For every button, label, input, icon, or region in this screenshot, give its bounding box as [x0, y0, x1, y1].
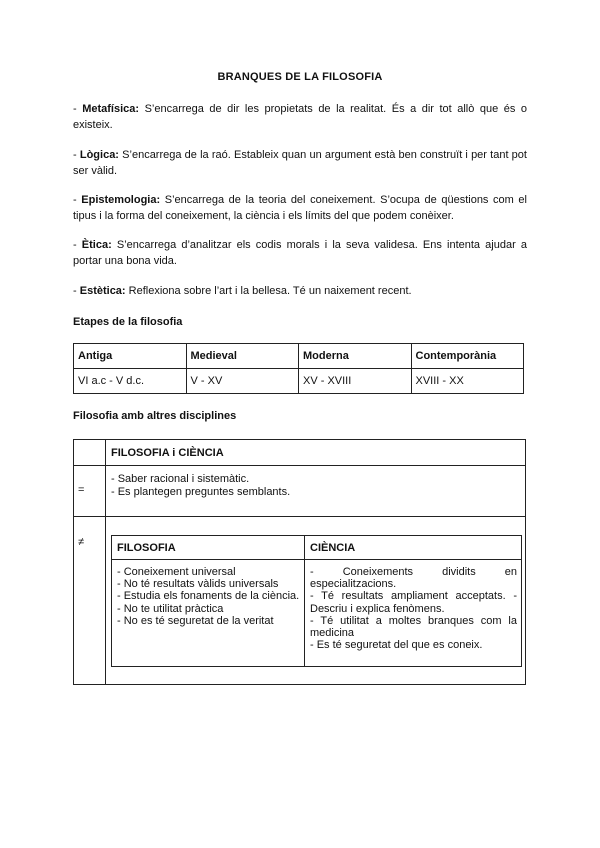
- list-item: - Es té seguretat del que es coneix.: [310, 639, 483, 652]
- branch-text: S’encarrega de la raó. Estableix quan un argument està ben construït i per tant pot ser vàlid.: [73, 149, 527, 177]
- disciplines-heading: Filosofia amb altres disciplines: [73, 410, 237, 422]
- column-divider: [304, 536, 305, 666]
- table-header-cell: Contemporània: [411, 344, 524, 369]
- table-cell: XV - XVIII: [299, 369, 412, 394]
- filosofia-header: FILOSOFIA: [117, 542, 176, 554]
- branch-text: Reflexiona sobre l’art i la bellesa. Té un naixement recent.: [128, 285, 412, 297]
- list-item: - Estudia els fonaments de la ciència.: [117, 590, 300, 603]
- differences-table: [111, 535, 522, 667]
- table-cell: VI a.c - V d.c.: [74, 369, 187, 394]
- table-header-cell: Antiga: [74, 344, 187, 369]
- branch-term: Ètica:: [81, 239, 112, 251]
- list-item: - No té resultats vàlids universals: [117, 578, 279, 591]
- table-header-cell: Moderna: [299, 344, 412, 369]
- branch-term: Lògica:: [79, 149, 119, 161]
- branch-estetica: - Estètica: Reflexiona sobre l’art i la bellesa. Té un naixement recent.: [73, 285, 412, 297]
- branch-text: S’encarrega d’analitzar els codis morals i la seva validesa. Ens intenta ajudar a portar una bona vida.: [73, 239, 527, 267]
- branch-text: S’encarrega de dir les propietats de la realitat. És a dir tot allò que és o existeix.: [73, 103, 527, 131]
- list-item: - Saber racional i sistemàtic.: [111, 473, 250, 485]
- list-item: - Coneixement universal: [117, 566, 236, 578]
- similarities-cell: [111, 473, 290, 499]
- branch-epistemologia: - Epistemologia: S’encarrega de la teoria del coneixement. S’ocupa de qüestions com el tipus i la forma del coneixement, la ciència i els límits del que podem conèixer.: [73, 194, 527, 222]
- disciplines-table: [73, 439, 526, 685]
- list-item: - No es té seguretat de la veritat: [117, 614, 274, 627]
- row-divider: [74, 516, 525, 517]
- list-item: - Té utilitat a moltes branques com la medicina: [310, 614, 517, 640]
- row-divider: [74, 465, 525, 466]
- branch-term: Epistemologia:: [81, 194, 161, 206]
- table-header-cell: Medieval: [186, 344, 299, 369]
- column-divider: [105, 440, 106, 684]
- filosofia-list: [117, 566, 300, 627]
- table-cell: XVIII - XX: [411, 369, 524, 394]
- list-item: - Es plantegen preguntes semblants.: [111, 486, 291, 498]
- branch-term: Estètica:: [79, 285, 126, 297]
- etapes-table: [73, 343, 524, 394]
- document-title: BRANQUES DE LA FILOSOFIA: [217, 71, 383, 83]
- branch-metafisica: - Metafísica: S’encarrega de dir les propietats de la realitat. És a dir tot allò que és o existeix.: [73, 103, 527, 131]
- ciencia-header: CIÈNCIA: [310, 542, 356, 554]
- equal-symbol: =: [78, 484, 85, 496]
- not-equal-symbol: ≠: [78, 536, 85, 548]
- branch-etica: - Ètica: S’encarrega d’analitzar els codis morals i la seva validesa. Ens intenta ajudar a portar una bona vida.: [73, 239, 527, 267]
- etapes-heading: Etapes de la filosofia: [73, 316, 183, 328]
- table-header-row: [74, 344, 524, 369]
- branch-text: S’encarrega de la teoria del coneixement. S’ocupa de qüestions com el tipus i la forma del coneixement, la ciència i els límits del que podem conèixer.: [73, 194, 527, 222]
- ciencia-list: [310, 566, 517, 651]
- table-row: [74, 369, 524, 394]
- list-item: - No te utilitat pràctica: [117, 602, 224, 615]
- list-item: - Coneixements dividits en especialitzacions.: [310, 566, 517, 591]
- disciplines-table-title: FILOSOFIA i CIÈNCIA: [111, 447, 224, 459]
- branch-term: Metafísica:: [82, 103, 140, 115]
- table-cell: V - XV: [186, 369, 299, 394]
- row-divider: [112, 559, 521, 560]
- list-item: - Té resultats ampliament acceptats. - Descriu i explica fenòmens.: [310, 590, 517, 615]
- branch-logica: - Lògica: S’encarrega de la raó. Estableix quan un argument està ben construït i per tant pot ser vàlid.: [73, 149, 527, 177]
